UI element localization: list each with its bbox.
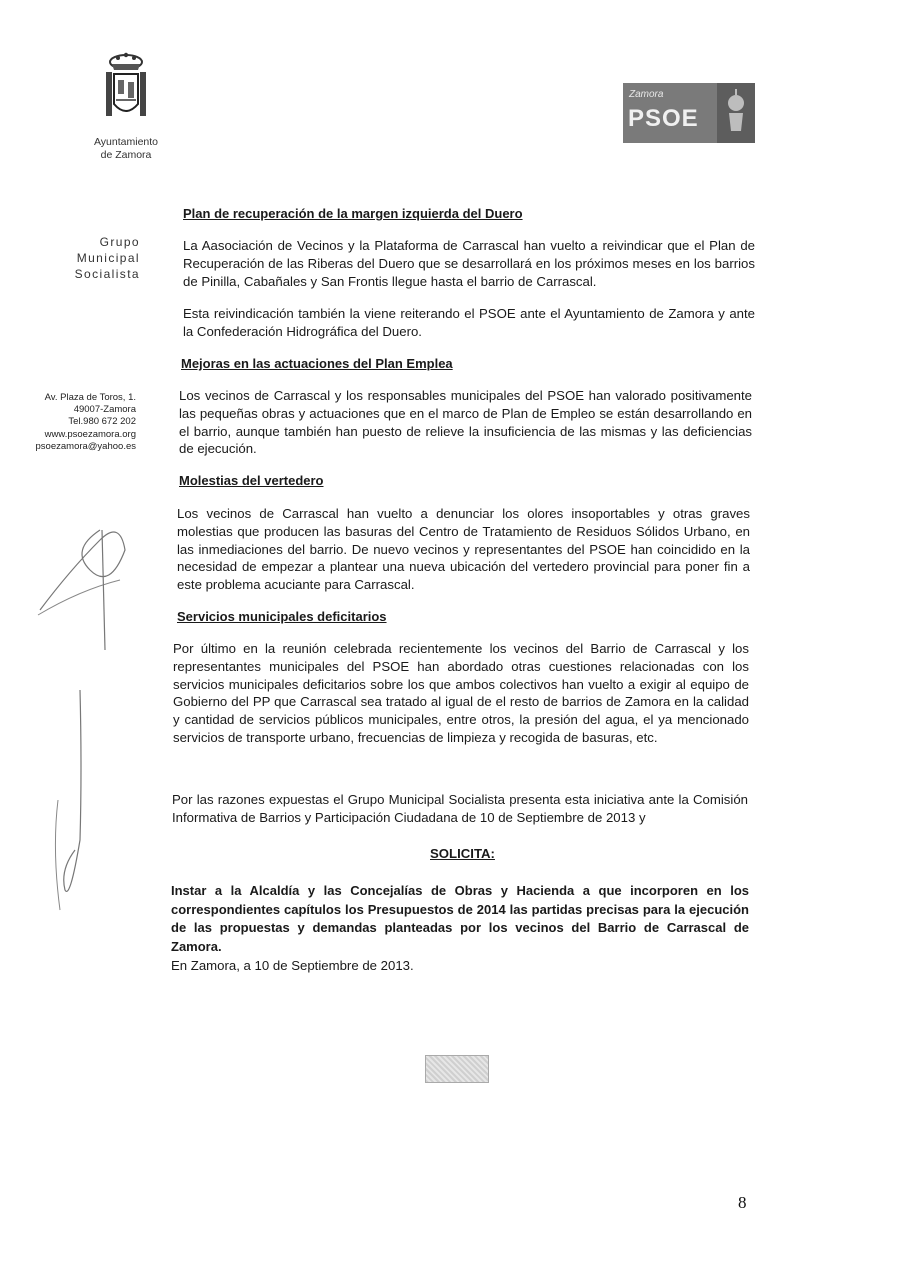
section-heading-recuperacion: Plan de recuperación de la margen izquierda del Duero: [183, 206, 523, 221]
psoe-logo-wordmark: PSOE: [628, 105, 699, 132]
stamp-mark: [425, 1055, 489, 1083]
paragraph-solicitud: Instar a la Alcaldía y las Concejalías de Obras y Hacienda a que incorporen en los correspondientes capítulos los Presupuestos de 2014 las partidas precisas para la ejecución de las propuestas y demandas planteadas por los vecinos del Barrio de Carrascal de Zamora.: [171, 883, 749, 954]
ayuntamiento-line2: de Zamora: [100, 149, 152, 161]
solicita-heading: SOLICITA:: [430, 846, 495, 861]
page-number: 8: [738, 1193, 747, 1212]
section-heading-vertedero: Molestias del vertedero: [179, 473, 324, 488]
paragraph-vertedero: Los vecinos de Carrascal han vuelto a denunciar los olores insoportables y otras graves molestias que producen las basuras del Centro de Tratamiento de Residuos Sólidos Urbano, en las inmediaciones del barrio. De nuevo vecinos y representantes del PSOE han coincidido en la necesidad de empezar a plantear una nueva ubicación del vertedero provincial para poner fin a este problema acuciante para Carrascal.: [177, 506, 750, 593]
rose-fist-icon: [717, 83, 755, 143]
grupo-municipal-label: [60, 234, 140, 282]
handwritten-signature: [30, 510, 150, 930]
grupo-line: Socialista: [74, 267, 140, 281]
psoe-logo: [623, 83, 755, 143]
section-heading-plan-emplea: Mejoras en las actuaciones del Plan Emplea: [181, 356, 453, 371]
contact-postcode: 49007-Zamora: [73, 404, 136, 416]
contact-address: Av. Plaza de Toros, 1.: [44, 392, 136, 403]
paragraph-recuperacion: La Aasociación de Vecinos y la Plataforma de Carrascal han vuelto a reivindicar que el Plan de Recuperación de las Riberas del Duero que se desarrollará en los próximos meses en los barrios de Pinilla, Cabañales y San Frontis llegue hasta el barrio de Carrascal.: [183, 238, 755, 289]
grupo-line: Grupo: [99, 235, 140, 249]
contact-email: psoezamora@yahoo.es: [35, 440, 136, 452]
grupo-line: Municipal: [76, 251, 140, 265]
contact-block: [30, 392, 136, 453]
ayuntamiento-crest-icon: [100, 52, 152, 122]
paragraph-reivindicacion: Esta reivindicación también la viene reiterando el PSOE ante el Ayuntamiento de Zamora y ante la Confederación Hidrográfica del Duero.: [183, 306, 755, 339]
ayuntamiento-label: [78, 136, 174, 162]
paragraph-plan-emplea: Los vecinos de Carrascal y los responsables municipales del PSOE han valorado positivamente las pequeñas obras y actuaciones que en el marco de Plan de Empleo se están desarrollando en el barrio, aunque también han puesto de relieve la insuficiencia de las mismas y las deficiencias de ejecución.: [179, 388, 752, 457]
paragraph-servicios: Por último en la reunión celebrada recientemente los vecinos del Barrio de Carrascal y los representantes municipales del PSOE han abordado otras cuestiones relacionadas con los servicios municipales deficitarios sobre los que ambos colectivos han vuelto a exigir al equipo de Gobierno del PP que Carrascal sea tratado al igual de el resto de barrios de Zamora en la calidad y cantidad de servicios públicos municipales, entre otros, la presión del agua, el ya mencionado servicios de transporte urbano, frecuencias de limpieza y recogida de basuras, etc.: [173, 641, 749, 745]
contact-phone: Tel.980 672 202: [68, 416, 136, 428]
section-heading-servicios: Servicios municipales deficitarios: [177, 609, 387, 624]
paragraph-razones: Por las razones expuestas el Grupo Municipal Socialista presenta esta iniciativa ante la Comisión Informativa de Barrios y Participación Ciudadana de 10 de Septiembre de 2013 y: [172, 792, 748, 825]
ayuntamiento-line1: Ayuntamiento: [93, 136, 158, 148]
psoe-logo-city: Zamora: [629, 89, 664, 100]
closing-date-line: En Zamora, a 10 de Septiembre de 2013.: [171, 958, 414, 973]
contact-website: www.psoezamora.org: [44, 428, 136, 440]
